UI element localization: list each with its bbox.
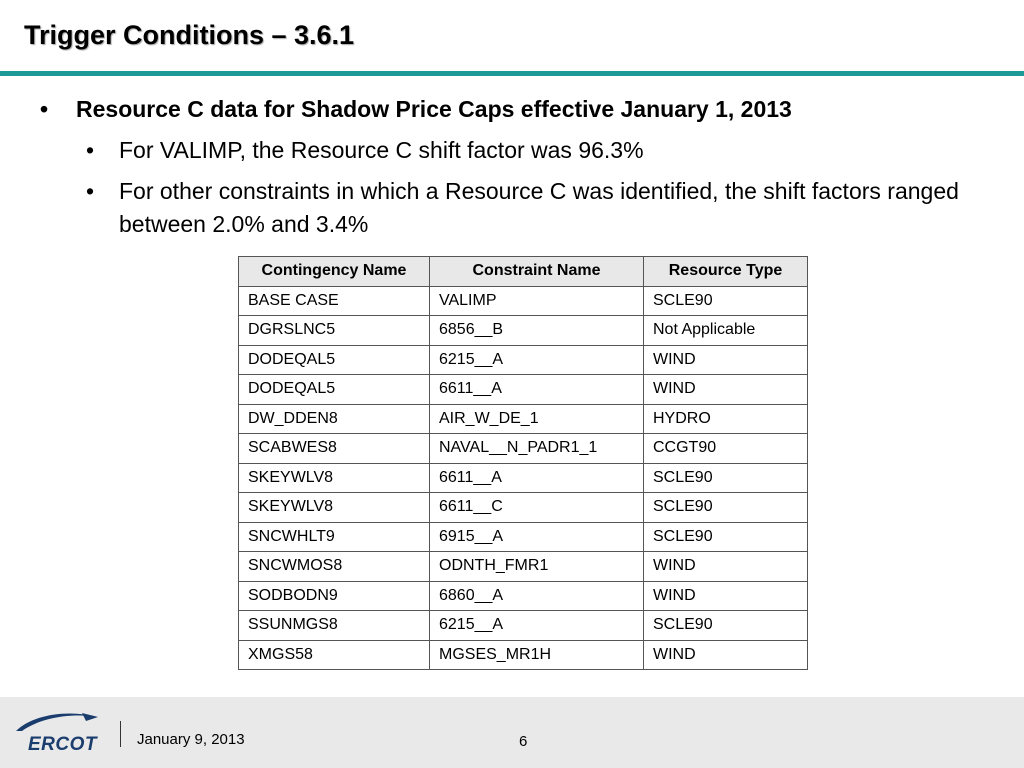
cell-constraint: 6215__A — [430, 611, 644, 641]
cell-resource-type: WIND — [644, 581, 808, 611]
bullet-sub-other-constraints: • For other constraints in which a Resource C was identified, the shift factors ranged between 2.0% and 3.4% — [36, 175, 969, 241]
cell-constraint: AIR_W_DE_1 — [430, 404, 644, 434]
cell-resource-type: SCLE90 — [644, 611, 808, 641]
table-row — [239, 640, 808, 670]
cell-resource-type: SCLE90 — [644, 493, 808, 523]
table-row — [239, 404, 808, 434]
cell-resource-type: WIND — [644, 375, 808, 405]
table-row — [239, 522, 808, 552]
cell-contingency: SNCWHLT9 — [239, 522, 430, 552]
table-row — [239, 286, 808, 316]
cell-contingency: BASE CASE — [239, 286, 430, 316]
cell-resource-type: SCLE90 — [644, 463, 808, 493]
table-row — [239, 581, 808, 611]
cell-resource-type: WIND — [644, 640, 808, 670]
header-resource-type: Resource Type — [644, 257, 808, 287]
table-row — [239, 316, 808, 346]
table-row — [239, 434, 808, 464]
cell-constraint: 6611__A — [430, 375, 644, 405]
cell-resource-type: SCLE90 — [644, 522, 808, 552]
bullet-sub-valimp: • For VALIMP, the Resource C shift factor was 96.3% — [36, 134, 969, 167]
cell-constraint: 6856__B — [430, 316, 644, 346]
cell-contingency: DODEQAL5 — [239, 375, 430, 405]
cell-constraint: NAVAL__N_PADR1_1 — [430, 434, 644, 464]
resource-table — [238, 256, 808, 670]
cell-contingency: SKEYWLV8 — [239, 463, 430, 493]
footer-divider — [120, 721, 121, 747]
cell-constraint: ODNTH_FMR1 — [430, 552, 644, 582]
cell-contingency: DW_DDEN8 — [239, 404, 430, 434]
cell-constraint: 6611__A — [430, 463, 644, 493]
cell-constraint: VALIMP — [430, 286, 644, 316]
cell-contingency: SCABWES8 — [239, 434, 430, 464]
table-row — [239, 463, 808, 493]
logo-text: ERCOT — [28, 734, 97, 755]
cell-resource-type: HYDRO — [644, 404, 808, 434]
cell-contingency: SSUNMGS8 — [239, 611, 430, 641]
page-number: 6 — [519, 733, 528, 750]
header-constraint-name: Constraint Name — [430, 257, 644, 287]
cell-contingency: SNCWMOS8 — [239, 552, 430, 582]
table-row — [239, 375, 808, 405]
cell-resource-type: SCLE90 — [644, 286, 808, 316]
cell-contingency: SODBODN9 — [239, 581, 430, 611]
bullet-main: • Resource C data for Shadow Price Caps effective January 1, 2013 — [36, 92, 996, 126]
table-row — [239, 611, 808, 641]
table-row — [239, 552, 808, 582]
footer-date: January 9, 2013 — [137, 731, 245, 748]
table-header-row — [239, 257, 808, 287]
cell-resource-type: WIND — [644, 552, 808, 582]
title-divider — [0, 71, 1024, 76]
ercot-logo — [12, 707, 102, 755]
header-contingency-name: Contingency Name — [239, 257, 430, 287]
slide-title: Trigger Conditions – 3.6.1 — [24, 20, 355, 50]
cell-constraint: 6215__A — [430, 345, 644, 375]
table-row — [239, 493, 808, 523]
cell-resource-type: CCGT90 — [644, 434, 808, 464]
slide-footer — [0, 697, 1024, 768]
cell-contingency: XMGS58 — [239, 640, 430, 670]
cell-constraint: 6860__A — [430, 581, 644, 611]
cell-contingency: SKEYWLV8 — [239, 493, 430, 523]
table-row — [239, 345, 808, 375]
cell-contingency: DODEQAL5 — [239, 345, 430, 375]
cell-constraint: 6915__A — [430, 522, 644, 552]
bullet-list — [36, 92, 996, 241]
cell-constraint: MGSES_MR1H — [430, 640, 644, 670]
cell-resource-type: Not Applicable — [644, 316, 808, 346]
cell-contingency: DGRSLNC5 — [239, 316, 430, 346]
cell-constraint: 6611__C — [430, 493, 644, 523]
cell-resource-type: WIND — [644, 345, 808, 375]
